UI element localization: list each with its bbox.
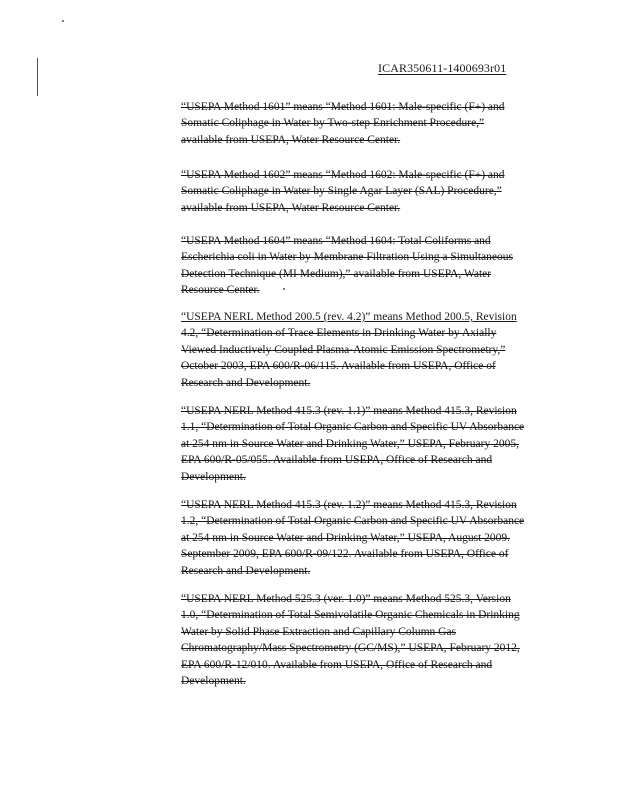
entry-line: September 2009, EPA 600/R-09/122. Available from USEPA, Office of (181, 548, 509, 561)
entry-line: Escherichia coli in Water by Membrane Filtration Using a Simultaneous (181, 251, 513, 264)
entry-line: 1.1, “Determination of Total Organic Carbon and Specific UV Absorbance (181, 421, 525, 434)
entry-line: Development. (181, 675, 246, 688)
entry-line: “USEPA NERL Method 200.5 (rev. 4.2)” means Method 200.5, Revision (181, 311, 517, 323)
scan-speck (62, 20, 64, 22)
entry-line: Somatic Coliphage in Water by Two-step Enrichment Procedure,” (181, 117, 485, 130)
entry-line: “USEPA Method 1604” means “Method 1604: Total Coliforms and (181, 235, 491, 247)
entry-line: Development. (181, 470, 246, 483)
entry-line: “USEPA Method 1601” means “Method 1601: Male-specific (F+) and (181, 101, 505, 113)
entry-line: “USEPA NERL Method 525.3 (ver. 1.0)” means Method 525.3, Version (181, 593, 511, 605)
entry-line: Detection Technique (MI Medium),” available from USEPA, Water (181, 267, 492, 280)
entry-line: “USEPA NERL Method 415.3 (rev. 1.2)” means Method 415.3, Revision (181, 499, 517, 511)
entry-line: “USEPA Method 1602” means “Method 1602: Male-specific (F+) and (181, 169, 505, 181)
entry-line: EPA 600/R-05/055. Available from USEPA, Office of Research and (181, 454, 493, 467)
entry-line: 1.0, “Determination of Total Semivolatile Organic Chemicals in Drinking (181, 609, 520, 622)
entry-line: at 254 nm in Source Water and Drinking Water,” USEPA, August 2009. (181, 531, 511, 544)
entry-line: 4.2, “Determination of Trace Elements in Drinking Water by Axially (181, 327, 497, 340)
entry-line: October 2003, EPA 600/R-06/115. Available from USEPA, Office of (181, 360, 496, 373)
entry-line: Viewed Inductively Coupled Plasma-Atomic Emission Spectrometry,” (181, 343, 506, 356)
margin-change-bar (37, 58, 38, 96)
entry-line: Water by Solid Phase Extraction and Capillary Column Gas (181, 625, 457, 638)
entry-line: Chromatography/Mass Spectrometry (GC/MS),” USEPA, February 2012, (181, 642, 520, 655)
entry-line: Resource Center. (181, 284, 260, 297)
definition-entry (181, 403, 533, 485)
document-id: ICAR350611-1400693r01 (378, 61, 507, 75)
entry-line: Research and Development. (181, 564, 311, 577)
definition-entry (181, 167, 533, 216)
entry-line: at 254 nm in Source Water and Drinking Water,” USEPA, February 2005, (181, 437, 519, 450)
definition-entry (181, 233, 533, 299)
entry-line: available from USEPA, Water Resource Center. (181, 201, 401, 214)
entry-line: “USEPA NERL Method 415.3 (rev. 1.1)” means Method 415.3, Revision (181, 405, 517, 417)
definition-entry (181, 309, 533, 391)
entry-line: available from USEPA, Water Resource Center. (181, 133, 401, 146)
entry-line: 1.2, “Determination of Total Organic Carbon and Specific UV Absorbance (181, 515, 525, 528)
entry-line: Somatic Coliphage in Water by Single Agar Layer (SAL) Procedure,” (181, 185, 502, 198)
definition-entry (181, 99, 533, 148)
entry-line: EPA 600/R-12/010. Available from USEPA, Office of Research and (181, 658, 493, 671)
entry-line: Research and Development. (181, 376, 311, 389)
definition-entry (181, 591, 533, 689)
definition-entry (181, 497, 533, 579)
